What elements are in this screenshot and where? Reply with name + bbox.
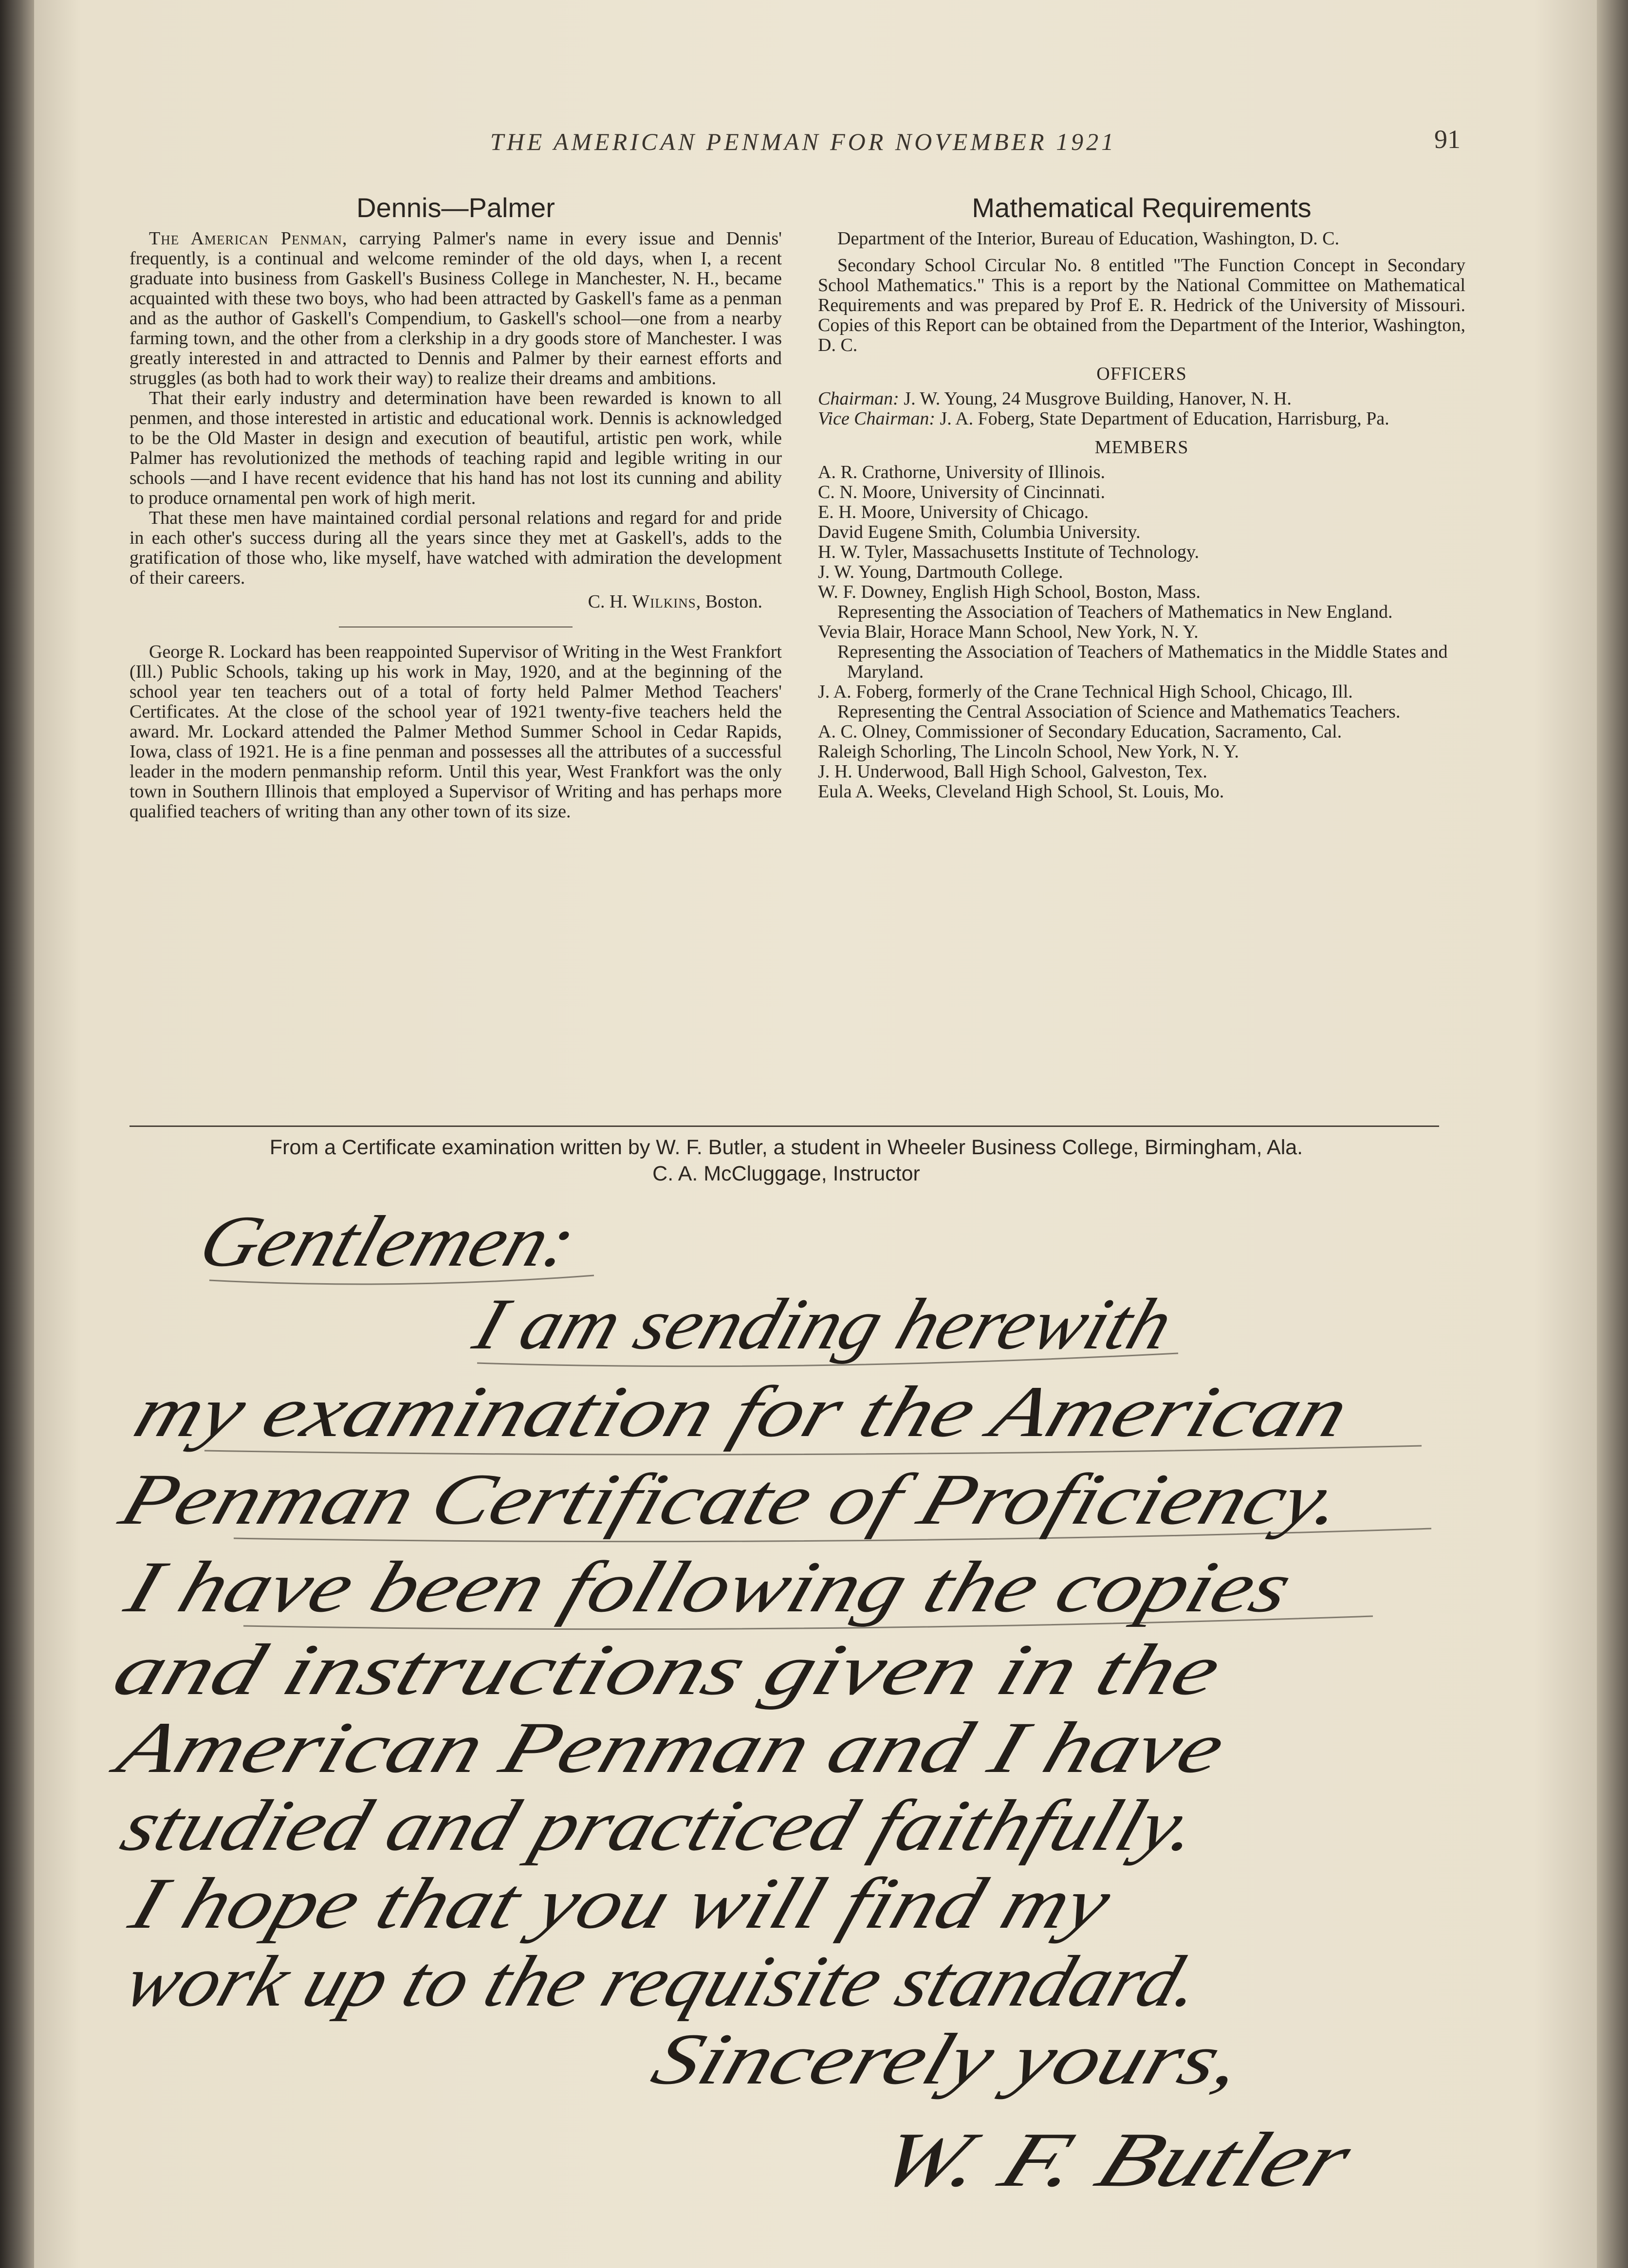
letter-line-7: studied and practiced faithfully.: [112, 1785, 1068, 1866]
specimen-caption: [131, 1134, 1441, 1187]
letter-line-9: work up to the requisite standard.: [115, 1941, 1126, 2022]
dennis-palmer-paragraph-1: [130, 229, 782, 388]
member-entry: J. W. Young, Dartmouth College.: [818, 562, 1063, 582]
paragraph-text: carrying Palmer's name in every issue and Dennis' frequently, is a continual and welcome reminder of the old days, when I, a recent graduate into business from Gaskell's Business College in Manchester, N. H., became acquainted with these two boys, who had been attracted by Gaskell's fame as a penman and as the author of Gaskell's Compendium, to Gaskell's school—one from a nearby farming town, and the other from a clerkship in a dry goods store of Manchester. I was greatly interested in and attracted to Dennis and Palmer by their earnest efforts and struggles (as both had to work their way) to realize their dreams and ambitions.: [130, 228, 782, 388]
member-representation: Representing the Association of Teachers of Mathematics in New England.: [837, 602, 1393, 622]
member-entry: A. R. Crathorne, University of Illinois.: [818, 462, 1105, 482]
author-city: , Boston.: [696, 591, 762, 612]
book-spine: [0, 0, 34, 2268]
letter-signature: W. F. Butler: [867, 2116, 1270, 2203]
dennis-palmer-paragraph-3: That these men have maintained cordial personal relations and regard for and pride in each other's success during all the years since they met at Gaskell's, adds to the gratification of those who, like myself, have watched with admiration the development of their careers.: [130, 508, 782, 588]
vice-chairman-entry: [818, 409, 1465, 429]
full-width-rule: [130, 1125, 1439, 1127]
vice-chairman-text: J. A. Foberg, State Department of Education, Harrisburg, Pa.: [935, 408, 1389, 429]
member-entry: David Eugene Smith, Columbia University.: [818, 522, 1141, 542]
chairman-entry: [818, 389, 1465, 409]
article-title-mathematical-requirements: Mathematical Requirements: [972, 192, 1312, 223]
chairman-label: Chairman:: [818, 388, 899, 409]
member-entry: W. F. Downey, English High School, Boston, Mass.: [818, 582, 1201, 602]
author-signature: [130, 592, 762, 612]
officers-heading: OFFICERS: [1096, 364, 1187, 384]
member-entry: C. N. Moore, University of Cincinnati.: [818, 482, 1105, 502]
letter-closing: Sincerely yours,: [643, 2019, 1137, 2100]
right-column: [818, 191, 1465, 802]
dennis-palmer-paragraph-2: That their early industry and determination have been rewarded is known to all penmen, and those interested in artistic and educational work. Dennis is acknowledged to be the Old Master in design and execution of beautiful, artistic pen work, while Palmer has revolutionized the methods of teaching rapid and legible writing in our schools —and I have recent evidence that his hand has not lost its cunning and ability to produce ornamental pen work of high merit.: [130, 388, 782, 508]
chairman-text: J. W. Young, 24 Musgrove Building, Hanover, N. H.: [899, 388, 1292, 409]
page-edge: [1597, 0, 1628, 2268]
handwritten-letter: [104, 1201, 1470, 2084]
member-representation: Representing the Central Association of Science and Mathematics Teachers.: [837, 701, 1401, 722]
letter-line-5: and instructions given in the: [104, 1629, 962, 1711]
member-representation: Representing the Association of Teachers of Mathematics in the Middle States and Maryland.: [837, 642, 1448, 682]
letter-line-2: my examination for the American: [125, 1371, 1128, 1453]
member-entry: Vevia Blair, Horace Mann School, New York, N. Y.: [818, 622, 1199, 642]
letter-line-4: I have been following the copies: [116, 1547, 1086, 1628]
member-entry: J. A. Foberg, formerly of the Crane Technical High School, Chicago, Ill.: [818, 682, 1353, 702]
letter-line-6: American Penman and I have: [108, 1707, 1002, 1789]
letter-line-8: I hope that you will find my: [121, 1863, 950, 1944]
vice-chairman-label: Vice Chairman:: [818, 408, 935, 429]
math-paragraph-1: Department of the Interior, Bureau of Education, Washington, D. C.: [837, 228, 1340, 249]
members-heading: MEMBERS: [1094, 437, 1189, 458]
page-number: 91: [1434, 125, 1461, 154]
publication-name: The American Penman,: [149, 228, 348, 249]
math-paragraph-2: Secondary School Circular No. 8 entitled "The Function Concept in Secondary School Mathematics." This is a report by the National Committee on Mathematical Requirements and was prepared by Prof E. R. Hedrick of the University of Missouri. Copies of this Report can be obtained from the Department of the Interior, Washington, D. C.: [818, 255, 1465, 355]
caption-line-2: C. A. McCluggage, Instructor: [652, 1162, 920, 1185]
letter-line-3: Penman Certificate of Proficiency.: [111, 1459, 1148, 1540]
lockard-paragraph: George R. Lockard has been reappointed Supervisor of Writing in the West Frankfort (Ill.) Public Schools, taking up his work in May, 1920, and at the beginning of the school year ten teachers out of a total of forty held Palmer Method Teachers' Certificates. At the close of the school year of 1921 twenty-five teachers held the award. Mr. Lockard attended the Palmer Method Summer School in Cedar Rapids, Iowa, class of 1921. He is a fine penman and possesses all the attributes of a successful leader in the modern penmanship reform. Until this year, West Frankfort was the only town in Southern Illinois that employed a Supervisor of Writing and has perhaps more qualified teachers of writing than any other town of its size.: [130, 642, 782, 822]
caption-line-1: From a Certificate examination written by W. F. Butler, a student in Wheeler Business College, Birmingham, Ala.: [269, 1136, 1303, 1159]
letter-salutation: Gentlemen:: [190, 1201, 557, 1282]
running-header: THE AMERICAN PENMAN FOR NOVEMBER 1921: [490, 128, 1117, 155]
article-title-dennis-palmer: Dennis—Palmer: [356, 192, 555, 223]
member-entry: H. W. Tyler, Massachusetts Institute of Technology.: [818, 542, 1199, 562]
member-entry: J. H. Underwood, Ball High School, Galveston, Tex.: [818, 761, 1207, 782]
author-name: Wilkins: [632, 591, 696, 612]
letter-line-1: I am sending herewith: [465, 1284, 1140, 1365]
author-initials: C. H.: [588, 591, 632, 612]
member-entry: Eula A. Weeks, Cleveland High School, St. Louis, Mo.: [818, 781, 1224, 802]
member-entry: Raleigh Schorling, The Lincoln School, New York, N. Y.: [818, 741, 1239, 762]
left-column: [130, 191, 782, 822]
letter-closing-svg: [633, 2010, 1509, 2215]
member-entry: E. H. Moore, University of Chicago.: [818, 502, 1089, 522]
member-entry: A. C. Olney, Commissioner of Secondary Education, Sacramento, Cal.: [818, 721, 1342, 742]
